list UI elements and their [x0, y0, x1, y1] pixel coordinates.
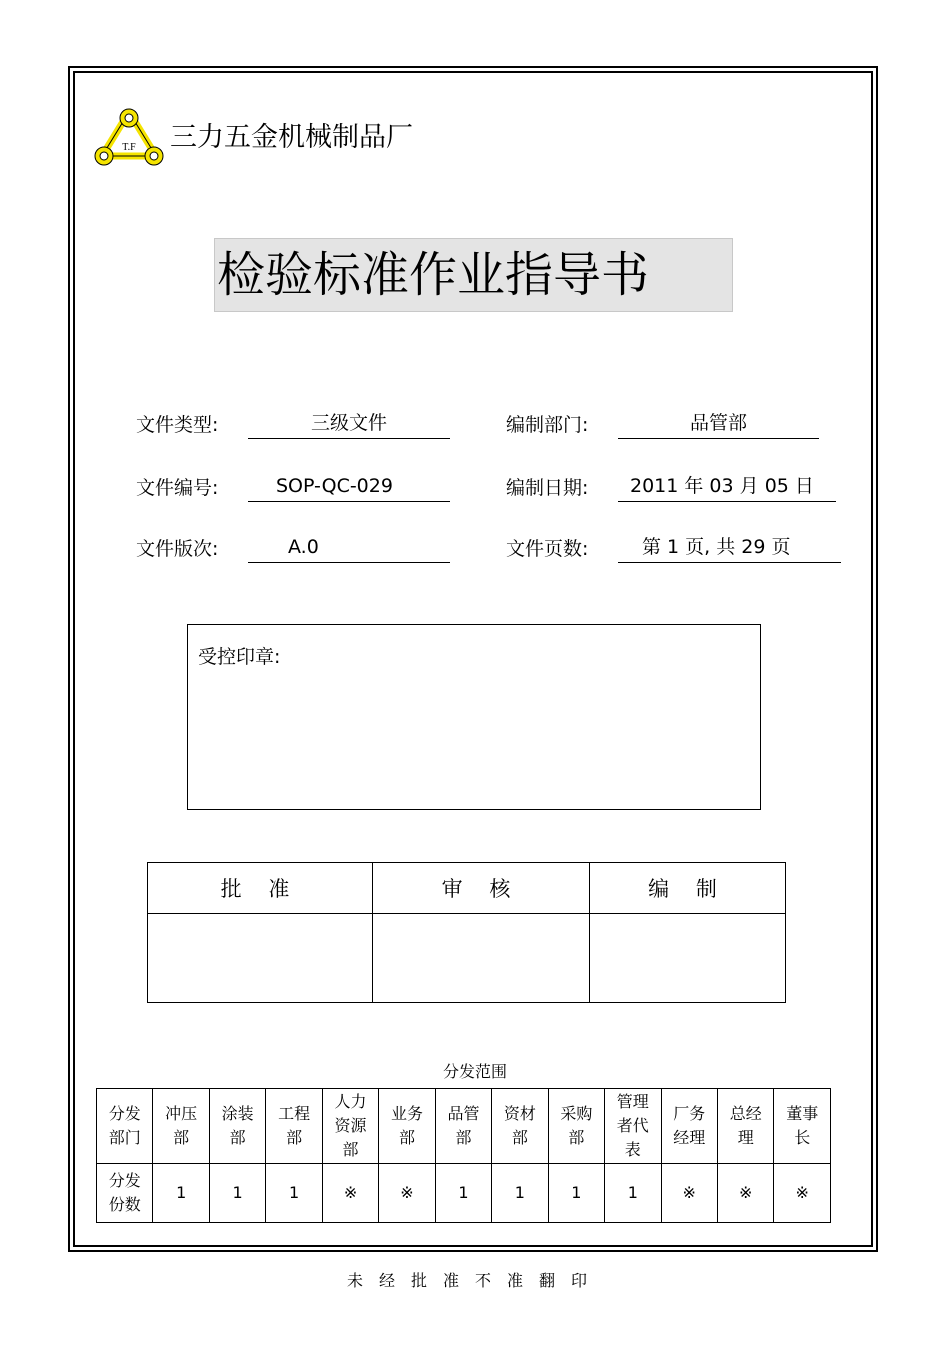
- version-value: A.0: [248, 535, 450, 563]
- dist-dept-cell: 工程 部: [266, 1089, 322, 1164]
- dist-count-cell: 分发 份数: [97, 1164, 153, 1223]
- dist-count-cell: ※: [379, 1164, 435, 1223]
- doc-number-value: SOP-QC-029: [248, 474, 450, 502]
- dist-dept-cell: 分发 部门: [97, 1089, 153, 1164]
- distribution-title: 分发范围: [442, 1062, 507, 1081]
- dist-dept-cell: 冲压 部: [153, 1089, 209, 1164]
- dist-dept-cell: 业务 部: [379, 1089, 435, 1164]
- dist-count-cell: 1: [605, 1164, 661, 1223]
- approve-signature-cell: [148, 914, 373, 1003]
- distribution-table: [96, 1088, 831, 1223]
- prepare-signature-cell: [590, 914, 786, 1003]
- review-signature-cell: [373, 914, 590, 1003]
- dist-dept-cell: 涂装 部: [209, 1089, 265, 1164]
- date-value: 2011 年 03 月 05 日: [618, 474, 836, 502]
- stamp-label: 受控印章:: [198, 646, 281, 668]
- signature-table: [147, 862, 786, 1003]
- approve-header: 批 准: [148, 863, 373, 914]
- footer-note: 未经批准不准翻印: [346, 1271, 603, 1290]
- page-count-value: 第 1 页, 共 29 页: [618, 535, 841, 563]
- dist-dept-cell: 董事 长: [774, 1089, 831, 1164]
- dist-dept-cell: 人力 资源 部: [322, 1089, 378, 1164]
- company-name: 三力五金机械制品厂: [170, 122, 413, 153]
- company-logo: [94, 106, 164, 168]
- version-label: 文件版次:: [136, 538, 219, 560]
- dist-count-cell: 1: [266, 1164, 322, 1223]
- dept-value: 品管部: [618, 411, 819, 439]
- doc-number-label: 文件编号:: [136, 477, 219, 499]
- dist-dept-cell: 管理 者代 表: [605, 1089, 661, 1164]
- date-label: 编制日期:: [506, 477, 589, 499]
- dist-dept-cell: 总经 理: [717, 1089, 773, 1164]
- dist-dept-cell: 采购 部: [548, 1089, 604, 1164]
- dist-count-cell: 1: [153, 1164, 209, 1223]
- dist-count-cell: 1: [492, 1164, 548, 1223]
- dist-count-cell: 1: [435, 1164, 491, 1223]
- dist-dept-cell: 品管 部: [435, 1089, 491, 1164]
- document-title: 检验标准作业指导书: [214, 238, 733, 312]
- dist-dept-cell: 资材 部: [492, 1089, 548, 1164]
- logo-text: T.F: [122, 142, 136, 153]
- doc-type-label: 文件类型:: [136, 414, 219, 436]
- review-header: 审 核: [373, 863, 590, 914]
- controlled-stamp-box: [187, 624, 761, 810]
- dept-label: 编制部门:: [506, 414, 589, 436]
- dist-count-cell: ※: [322, 1164, 378, 1223]
- page-count-label: 文件页数:: [506, 538, 589, 560]
- dist-count-cell: ※: [661, 1164, 717, 1223]
- dist-dept-cell: 厂务 经理: [661, 1089, 717, 1164]
- prepare-header: 编 制: [590, 863, 786, 914]
- dist-count-cell: ※: [774, 1164, 831, 1223]
- dist-count-cell: ※: [717, 1164, 773, 1223]
- dist-count-cell: 1: [209, 1164, 265, 1223]
- dist-count-cell: 1: [548, 1164, 604, 1223]
- doc-type-value: 三级文件: [248, 411, 450, 439]
